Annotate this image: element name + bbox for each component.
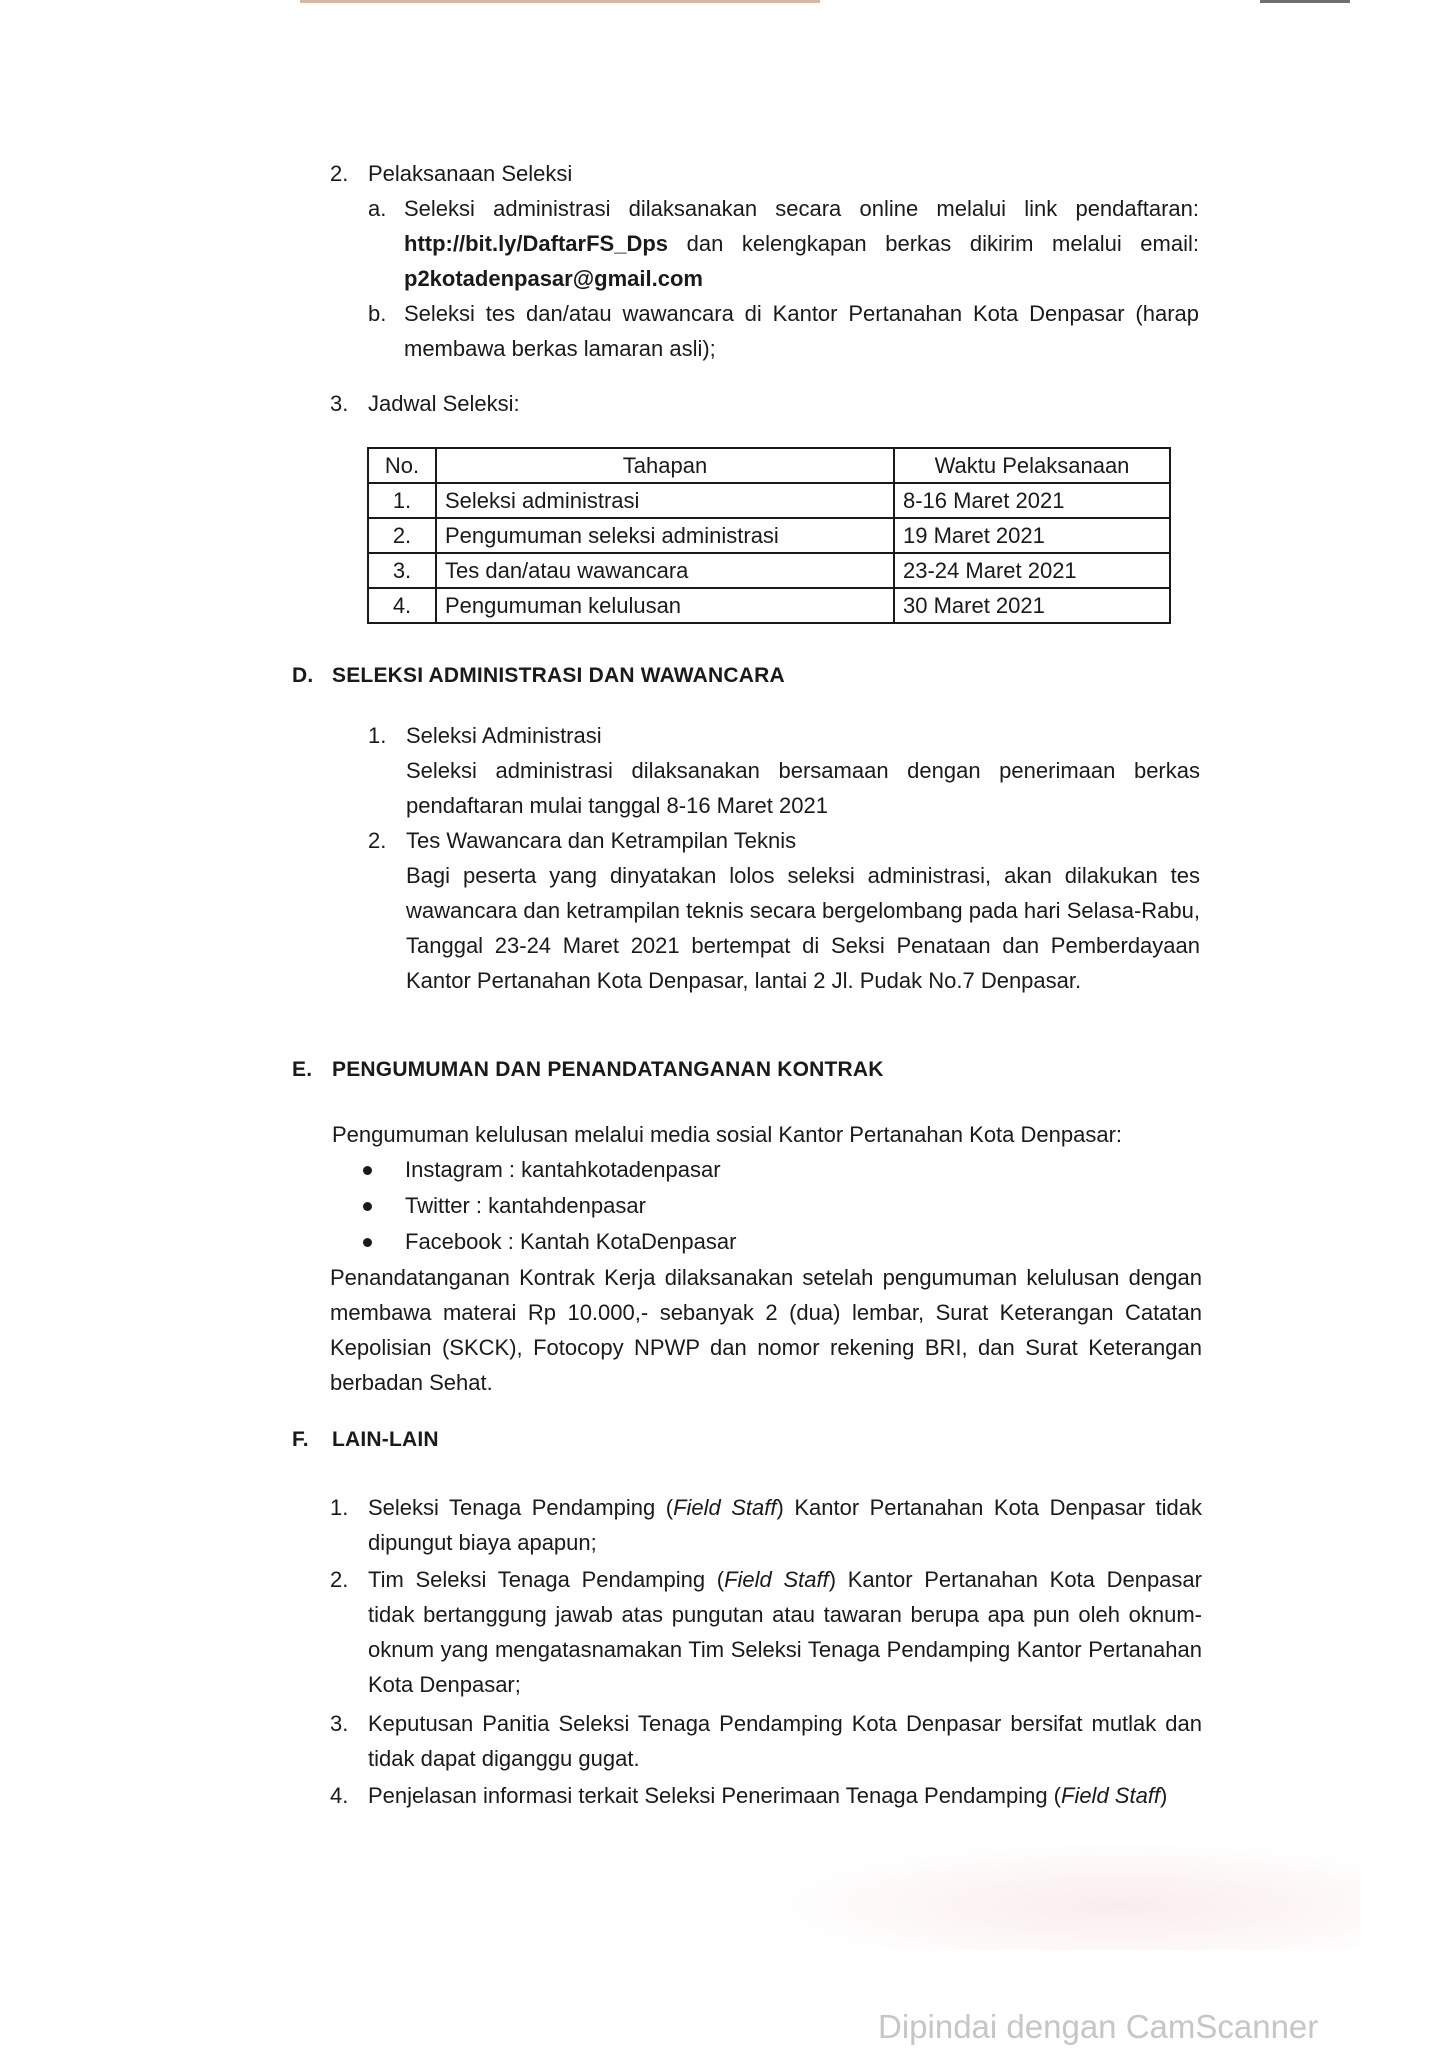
bullet-icon [363,1202,372,1211]
item-title: Tes Wawancara dan Ketrampilan Teknis [406,828,797,853]
item-number: 1. [330,1495,349,1520]
item-text-italic: Field Staff [724,1567,829,1592]
item-number: 3. [330,391,349,416]
social-facebook: Facebook : Kantah KotaDenpasar [405,1229,737,1254]
row-stage: Pengumuman kelulusan [436,588,894,623]
section-label: D. [292,664,314,687]
row-stage: Tes dan/atau wawancara [436,553,894,588]
camscanner-watermark: Dipindai dengan CamScanner [878,2008,1319,2045]
section-heading: LAIN-LAIN [332,1428,439,1451]
item-text [368,1706,1202,1776]
bullet-icon [363,1238,372,1247]
section-label: F. [292,1428,309,1451]
row-time: 19 Maret 2021 [894,518,1170,553]
item-title: Jadwal Seleksi: [368,391,520,416]
scan-stain [760,1840,1360,1950]
item-number: 2. [330,1567,349,1592]
item-text-post: ) Kantor Pertanahan Kota Denpasar tidak dipungut biaya apapun; [368,1495,1203,1555]
section-heading: SELEKSI ADMINISTRASI DAN WAWANCARA [332,664,785,687]
item-text-italic: Field Staff [1061,1783,1161,1808]
announcement-intro: Pengumuman kelulusan melalui media sosial Kantor Pertanahan Kota Denpasar: [332,1122,1123,1147]
subitem-a-lead: Seleksi administrasi dilaksanakan secara online melalui link pendaftaran: [404,196,1199,221]
item-number: 1. [368,723,387,748]
item-text-pre: Tim Seleksi Tenaga Pendamping ( [368,1567,725,1592]
item-text: Seleksi administrasi dilaksanakan bersamaan dengan penerimaan berkas pendaftaran mulai tanggal 8-16 Maret 2021 [406,758,1200,818]
item-title: Pelaksanaan Seleksi [368,161,573,186]
scan-edge-mark [300,0,820,3]
item-text-italic: Field Staff [673,1495,777,1520]
registration-link[interactable]: http://bit.ly/DaftarFS_Dps [404,231,669,256]
section-label: E. [292,1058,313,1081]
column-header: Tahapan [436,448,894,483]
row-number: 4. [368,588,436,623]
row-time: 23-24 Maret 2021 [894,553,1170,588]
item-number: 4. [330,1783,349,1808]
item-title: Seleksi Administrasi [406,723,602,748]
item-text-post: ) Kantor Pertanahan Kota Denpasar tidak bertanggung jawab atas pungutan atau tawaran berupa apa pun oleh oknum-oknum yang mengatasnamakan Tim Seleksi Tenaga Pendamping Kantor Pertanahan Kota Denpasar; [368,1567,1202,1697]
item-text: Bagi peserta yang dinyatakan lolos seleksi administrasi, akan dilakukan tes wawancara dan ketrampilan teknis secara bergelombang pada hari Selasa-Rabu, Tanggal 23-24 Maret 2021 bertempat di Seksi Penataan dan Pemberdayaan Kantor Pertanahan Kota Denpasar, lantai 2 Jl. Pudak No.7 Denpasar. [406,863,1200,993]
contract-paragraph: Penandatanganan Kontrak Kerja dilaksanakan setelah pengumuman kelulusan dengan membawa materai Rp 10.000,- sebanyak 2 (dua) lembar, Surat Keterangan Catatan Kepolisian (SKCK), Fotocopy NPWP dan nomor rekening BRI, dan Surat Keterangan berbadan Sehat. [330,1265,1202,1395]
item-text [368,1778,1202,1813]
item-number: 2. [330,161,349,186]
column-header: Waktu Pelaksanaan [894,448,1170,483]
subitem-b-text: Seleksi tes dan/atau wawancara di Kantor Pertanahan Kota Denpasar (harap membawa berkas lamaran asli); [404,301,1199,361]
row-number: 1. [368,483,436,518]
social-twitter: Twitter : kantahdenpasar [405,1193,646,1218]
social-instagram: Instagram : kantahkotadenpasar [405,1157,721,1182]
section-heading: PENGUMUMAN DAN PENANDATANGANAN KONTRAK [332,1058,884,1081]
table-row [368,483,1170,518]
item-number: 3. [330,1711,349,1736]
bullet-icon [363,1166,372,1175]
row-number: 3. [368,553,436,588]
table-row [368,588,1170,623]
email-address[interactable]: p2kotadenpasar@gmail.com [404,266,703,291]
row-stage: Pengumuman seleksi administrasi [436,518,894,553]
item-text-pre: Seleksi Tenaga Pendamping ( [368,1495,674,1520]
table-header-row [368,448,1170,483]
subitem-label: b. [368,301,387,326]
column-header: No. [368,448,436,483]
row-time: 30 Maret 2021 [894,588,1170,623]
item-text-pre: Penjelasan informasi terkait Seleksi Penerimaan Tenaga Pendamping ( [368,1783,1061,1808]
scan-edge-mark [1260,0,1350,3]
row-number: 2. [368,518,436,553]
row-time: 8-16 Maret 2021 [894,483,1170,518]
schedule-table [367,447,1171,624]
item-text-pre: Keputusan Panitia Seleksi Tenaga Pendamping Kota Denpasar bersifat mutlak dan tidak dapat diganggu gugat. [368,1711,1202,1771]
row-stage: Seleksi administrasi [436,483,894,518]
table-row [368,553,1170,588]
item-text [368,1562,1202,1702]
item-text-post: ) [1160,1783,1168,1808]
subitem-a-text [404,191,1199,296]
item-number: 2. [368,828,387,853]
table-row [368,518,1170,553]
subitem-a-mid: dan kelengkapan berkas dikirim melalui email: [668,231,1199,256]
item-text [368,1490,1202,1560]
subitem-label: a. [368,196,387,221]
